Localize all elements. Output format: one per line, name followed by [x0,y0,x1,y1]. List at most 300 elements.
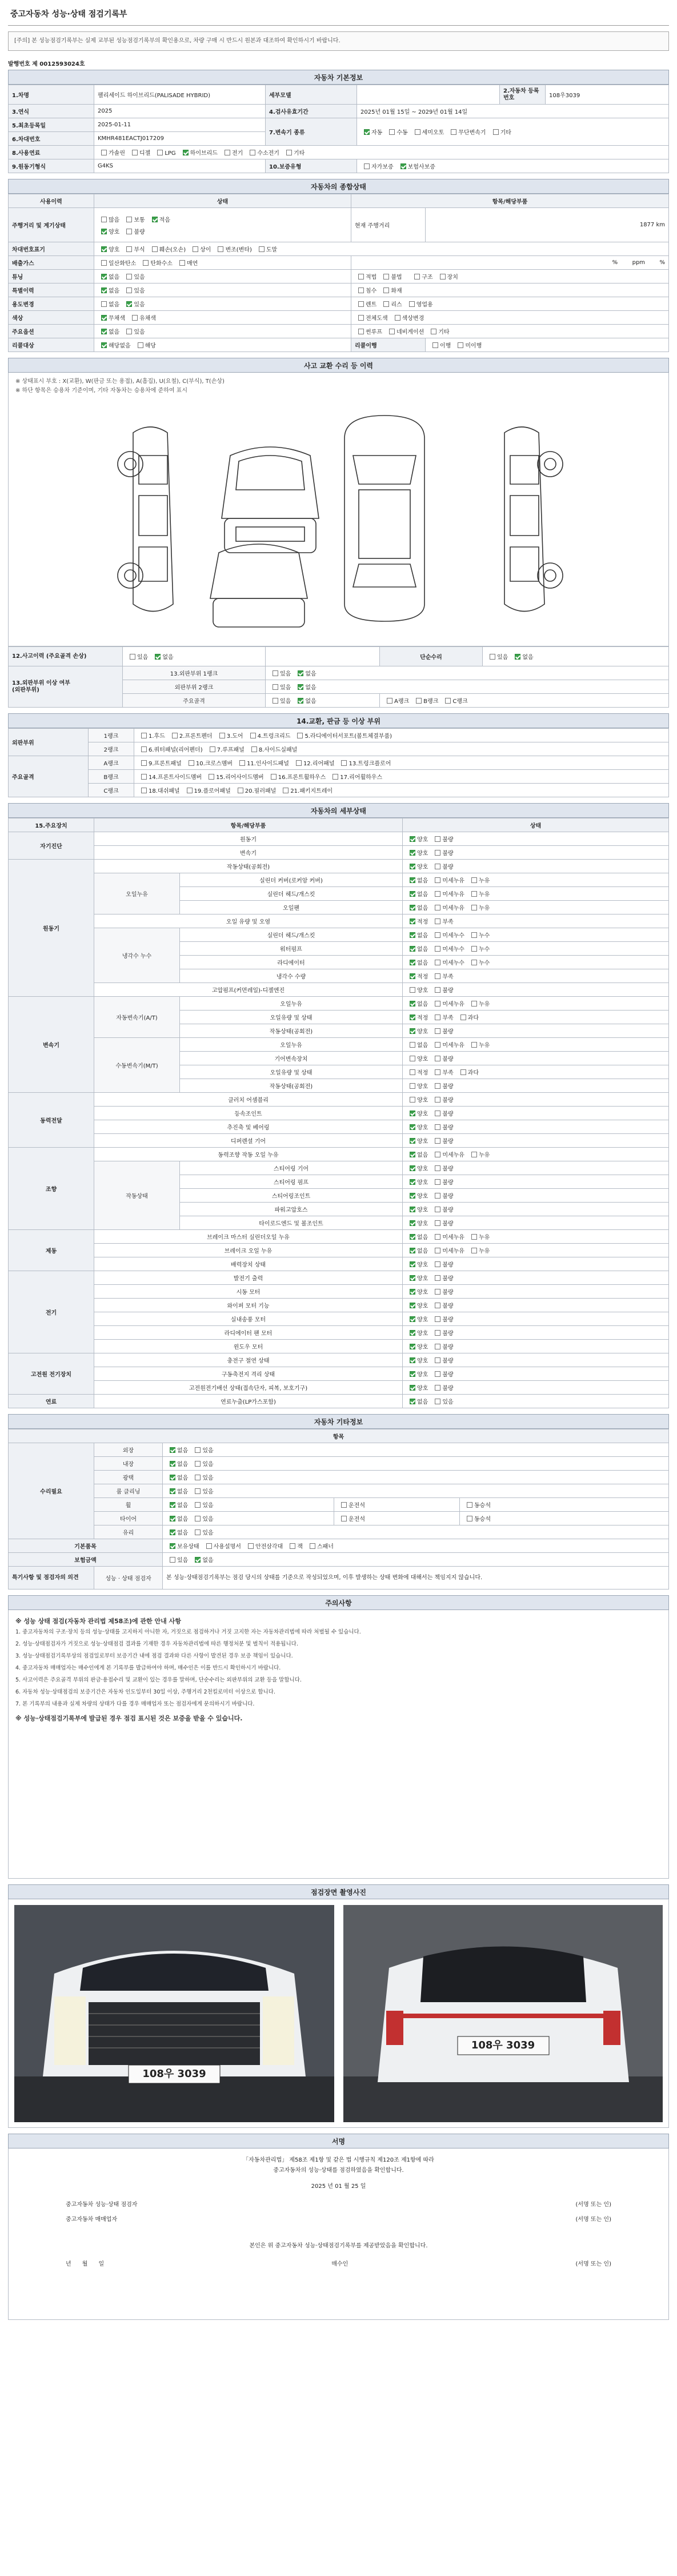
checkbox-icon[interactable] [410,877,415,883]
checkbox-icon[interactable] [410,850,415,856]
detail-option: 양호 [406,1260,428,1268]
detail-row [9,1107,669,1120]
car-rear-photo-icon [343,1905,663,2122]
checkbox-icon[interactable] [410,1042,415,1048]
checkbox-icon[interactable] [410,1344,415,1349]
checkbox-icon[interactable] [471,1042,477,1048]
detail-option: 없음 [406,930,428,939]
checkbox-icon[interactable] [410,891,415,897]
checkbox-icon[interactable] [435,932,440,938]
detail-row [9,1271,669,1285]
detail-option: 없음 [406,1397,428,1405]
checkbox-icon[interactable] [195,1516,201,1521]
detail-row [9,1244,669,1257]
checkbox-icon[interactable] [358,301,364,307]
checkbox-icon[interactable] [410,1220,415,1226]
notes-footer: ※ 성능·상태점검기록부에 발급된 경우 점검 표시된 것은 보증을 받을 수 있습니다. [15,1715,243,1722]
checkbox-icon[interactable] [210,746,215,752]
checkbox-icon[interactable] [383,287,389,293]
options-recall-done [426,338,669,352]
checkbox-icon[interactable] [333,774,338,780]
checkbox-icon[interactable] [179,260,185,266]
checkbox-icon[interactable] [193,246,198,252]
checkbox-icon[interactable] [410,1207,415,1212]
detail-item: 와이퍼 모터 기능 [94,1299,403,1312]
detail-row [9,1340,669,1353]
checkbox-icon[interactable] [410,1330,415,1336]
checkbox-icon[interactable] [189,760,194,766]
other-row [9,1512,669,1525]
checkbox-icon[interactable] [341,760,347,766]
detail-option: 양호 [406,1205,428,1213]
checkbox-icon[interactable] [435,1015,440,1020]
detail-item: 충전구 절연 상태 [94,1353,403,1367]
label-usage-change: 용도변경 [9,297,94,311]
state-option: 무단변속기 [447,127,486,136]
checkbox-icon[interactable] [410,1303,415,1308]
checkbox-icon[interactable] [410,1385,415,1391]
checkbox-icon[interactable] [101,260,107,266]
state-option: 훼손(오손) [149,245,186,253]
checkbox-icon[interactable] [170,1516,175,1521]
detail-item: 오일팬 [180,901,403,914]
checkbox-icon[interactable] [490,654,495,660]
checkbox-icon[interactable] [126,217,132,222]
detail-state [403,1148,669,1161]
options-frame-ranks [380,694,669,708]
checkbox-icon[interactable] [410,1097,415,1103]
checkbox-icon[interactable] [126,274,132,279]
detail-row [9,983,669,997]
checkbox-icon[interactable] [298,698,303,704]
checkbox-icon[interactable] [290,1543,295,1549]
checkbox-icon[interactable] [387,698,392,704]
checkbox-icon[interactable] [435,973,440,979]
car-rear-icon [210,544,307,627]
checkbox-icon[interactable] [172,733,178,738]
checkbox-icon[interactable] [435,1330,440,1336]
checkbox-icon[interactable] [183,150,189,155]
detail-option: 불량 [431,1287,453,1296]
checkbox-icon[interactable] [410,1316,415,1322]
checkbox-icon[interactable] [435,1056,440,1061]
detail-row [9,914,669,928]
checkbox-icon[interactable] [410,960,415,965]
state-option: 기타 [427,327,449,336]
checkbox-icon[interactable] [410,864,415,869]
ext-part-option: 4.트렁크리드 [247,731,291,740]
checkbox-icon[interactable] [141,788,147,793]
checkbox-icon[interactable] [170,1475,175,1480]
checkbox-icon[interactable] [132,150,138,155]
other-extra-option: 운전석 [338,1514,365,1523]
checkbox-icon[interactable] [238,788,243,793]
checkbox-icon[interactable] [283,788,289,793]
checkbox-icon[interactable] [410,1028,415,1034]
checkbox-icon[interactable] [389,129,395,135]
checkbox-icon[interactable] [435,1261,440,1267]
checkbox-icon[interactable] [101,217,107,222]
label-transmission: 7.변속기 종류 [266,118,357,146]
checkbox-icon[interactable] [271,774,277,780]
checkbox-icon[interactable] [410,1261,415,1267]
detail-option: 미세누유 [431,1040,464,1049]
general-table [8,194,669,352]
detail-option: 불량 [431,834,453,843]
detail-item: 구동축전지 격리 상태 [94,1367,403,1381]
checkbox-icon[interactable] [435,864,440,869]
other-row [9,1553,669,1567]
notes-line: 4. 중고자동차 매매업자는 매수인에게 본 기록부를 발급하여야 하며, 매수인은 이를 반드시 확인하시기 바랍니다. [15,1665,281,1671]
label-special: 특별이력 [9,283,94,297]
document-title: 중고자동차 성능·상태 점검기록부 [8,5,669,26]
checkbox-icon[interactable] [143,260,149,266]
checkbox-icon[interactable] [298,684,303,690]
checkbox-icon[interactable] [195,1475,201,1480]
state-option: 리스 [380,299,402,308]
detail-state [403,1134,669,1148]
checkbox-icon[interactable] [170,1461,175,1467]
checkbox-icon[interactable] [298,670,303,676]
checkbox-icon[interactable] [358,329,364,334]
checkbox-icon[interactable] [414,274,420,279]
checkbox-icon[interactable] [170,1557,175,1563]
checkbox-icon[interactable] [435,877,440,883]
checkbox-icon[interactable] [250,733,256,738]
checkbox-icon[interactable] [101,150,107,155]
checkbox-icon[interactable] [141,774,147,780]
state-option: 무채색 [98,313,125,322]
checkbox-icon[interactable] [435,905,440,910]
checkbox-icon[interactable] [206,1543,212,1549]
state-option: 있음 [486,652,508,661]
checkbox-icon[interactable] [432,342,438,348]
checkbox-icon[interactable] [341,1516,347,1521]
checkbox-icon[interactable] [435,918,440,924]
checkbox-icon[interactable] [383,274,389,279]
sign-dealer: 중고자동차 매매업자 [66,2216,118,2223]
checkbox-icon[interactable] [493,129,499,135]
checkbox-icon[interactable] [101,274,107,279]
checkbox-icon[interactable] [130,654,135,660]
checkbox-icon[interactable] [435,960,440,965]
checkbox-icon[interactable] [471,1234,477,1240]
checkbox-icon[interactable] [435,1083,440,1089]
checkbox-icon[interactable] [467,1502,472,1508]
checkbox-icon[interactable] [101,329,107,334]
checkbox-icon[interactable] [471,946,477,952]
checkbox-icon[interactable] [471,905,477,910]
checkbox-icon[interactable] [435,1138,440,1144]
state-option: 없음 [294,669,316,677]
checkbox-icon[interactable] [410,973,415,979]
checkbox-icon[interactable] [410,1001,415,1007]
checkbox-icon[interactable] [101,301,107,307]
checkbox-icon[interactable] [225,150,230,155]
checkbox-icon[interactable] [101,246,107,252]
car-front-icon [222,447,319,553]
checkbox-icon[interactable] [435,1344,440,1349]
checkbox-icon[interactable] [458,342,463,348]
checkbox-icon[interactable] [410,932,415,938]
detail-option: 과다 [457,1013,479,1021]
checkbox-icon[interactable] [209,774,214,780]
detail-state [403,969,669,983]
checkbox-icon[interactable] [445,698,451,704]
checkbox-icon[interactable] [195,1502,201,1508]
checkbox-icon[interactable] [341,1502,347,1508]
checkbox-icon[interactable] [435,987,440,993]
checkbox-icon[interactable] [126,246,132,252]
checkbox-icon[interactable] [471,1248,477,1253]
checkbox-icon[interactable] [410,1357,415,1363]
detail-option: 양호 [406,848,428,857]
checkbox-icon[interactable] [395,315,400,321]
checkbox-icon[interactable] [435,1303,440,1308]
detail-option: 양호 [406,1136,428,1145]
checkbox-icon[interactable] [410,1152,415,1157]
checkbox-icon[interactable] [410,836,415,842]
checkbox-icon[interactable] [435,1220,440,1226]
checkbox-icon[interactable] [435,1097,440,1103]
checkbox-icon[interactable] [157,150,163,155]
other-option: 보유상태 [166,1541,199,1550]
checkbox-icon[interactable] [195,1461,201,1467]
label-recall-done: 리콜이행 [351,338,426,352]
checkbox-icon[interactable] [460,1069,466,1075]
checkbox-icon[interactable] [126,287,132,293]
other-option: 없음 [166,1514,188,1523]
detail-item: 타이로드엔드 및 볼조인트 [180,1216,403,1230]
checkbox-icon[interactable] [410,905,415,910]
opinion-row [9,1567,669,1589]
checkbox-icon[interactable] [410,1015,415,1020]
checkbox-icon[interactable] [170,1488,175,1494]
detail-option: 미세누수 [431,930,464,939]
rank-option: A랭크 [383,696,409,705]
checkbox-icon[interactable] [435,1371,440,1377]
checkbox-icon[interactable] [152,217,158,222]
checkbox-icon[interactable] [101,287,107,293]
detail-option: 양호 [406,1123,428,1131]
checkbox-icon[interactable] [251,746,257,752]
checkbox-icon[interactable] [195,1557,201,1563]
checkbox-icon[interactable] [410,1069,415,1075]
checkbox-icon[interactable] [410,1056,415,1061]
checkbox-icon[interactable] [286,150,292,155]
detail-option: 양호 [406,1095,428,1104]
detail-option: 양호 [406,1027,428,1035]
checkbox-icon[interactable] [187,788,193,793]
checkbox-icon[interactable] [358,315,364,321]
checkbox-icon[interactable] [410,1399,415,1404]
checkbox-icon[interactable] [170,1529,175,1535]
sign-receive: 본인은 위 중고자동차 성능·상태점검기록부를 제공받았음을 확인합니다. [249,2243,428,2249]
checkbox-icon[interactable] [195,1447,201,1453]
checkbox-icon[interactable] [273,684,278,690]
checkbox-icon[interactable] [126,301,132,307]
checkbox-icon[interactable] [471,1001,477,1007]
plate-front: 108우 3039 [142,2068,206,2080]
checkbox-icon[interactable] [410,1138,415,1144]
checkbox-icon[interactable] [435,1248,440,1253]
checkbox-icon[interactable] [435,1028,440,1034]
checkbox-icon[interactable] [515,654,520,660]
checkbox-icon[interactable] [389,329,395,334]
sign-inspector: 중고자동차 성능·상태 점검자 [66,2202,138,2208]
detail-option: 양호 [406,1219,428,1227]
checkbox-icon[interactable] [155,654,161,660]
checkbox-icon[interactable] [435,1275,440,1281]
checkbox-icon[interactable] [410,946,415,952]
checkbox-icon[interactable] [219,733,225,738]
checkbox-icon[interactable] [435,836,440,842]
checkbox-icon[interactable] [416,698,422,704]
checkbox-icon[interactable] [451,129,456,135]
detail-option: 미세누유 [431,1232,464,1241]
checkbox-icon[interactable] [170,1543,175,1549]
detail-option: 불량 [431,1342,453,1351]
checkbox-icon[interactable] [435,1124,440,1130]
detail-item: 워터펌프 [180,942,403,956]
checkbox-icon[interactable] [410,1111,415,1116]
checkbox-icon[interactable] [471,891,477,897]
checkbox-icon[interactable] [460,1015,466,1020]
checkbox-icon[interactable] [435,1357,440,1363]
checkbox-icon[interactable] [141,746,147,752]
checkbox-icon[interactable] [435,946,440,952]
checkbox-icon[interactable] [101,229,107,234]
ext-part-row [9,742,669,756]
checkbox-icon[interactable] [410,1248,415,1253]
checkbox-icon[interactable] [410,1371,415,1377]
checkbox-icon[interactable] [410,1193,415,1199]
checkbox-icon[interactable] [435,1042,440,1048]
other-row [9,1498,669,1512]
checkbox-icon[interactable] [435,1111,440,1116]
state-option: 이행 [429,341,451,349]
checkbox-icon[interactable] [440,274,446,279]
checkbox-icon[interactable] [132,315,138,321]
checkbox-icon[interactable] [471,960,477,965]
value-engine-type: G4KS [94,159,266,173]
checkbox-icon[interactable] [141,760,147,766]
checkbox-icon[interactable] [410,1275,415,1281]
checkbox-icon[interactable] [358,287,364,293]
checkbox-icon[interactable] [435,1385,440,1391]
checkbox-icon[interactable] [358,274,364,279]
options-color [94,311,351,325]
checkbox-icon[interactable] [126,329,132,334]
checkbox-icon[interactable] [435,1069,440,1075]
checkbox-icon[interactable] [364,129,370,135]
checkbox-icon[interactable] [435,1193,440,1199]
checkbox-icon[interactable] [273,698,278,704]
checkbox-icon[interactable] [410,1124,415,1130]
checkbox-icon[interactable] [101,342,107,348]
checkbox-icon[interactable] [435,891,440,897]
color-sub [351,311,669,325]
checkbox-icon[interactable] [195,1488,201,1494]
other-state [163,1525,669,1539]
checkbox-icon[interactable] [471,932,477,938]
checkbox-icon[interactable] [296,760,302,766]
checkbox-icon[interactable] [471,1152,477,1157]
car-right-side-icon [504,427,563,612]
checkbox-icon[interactable] [410,1234,415,1240]
state-option: 수동 [386,127,407,136]
checkbox-icon[interactable] [250,150,255,155]
detail-option: 부족 [431,1068,453,1076]
checkbox-icon[interactable] [364,163,370,169]
checkbox-icon[interactable] [152,246,158,252]
checkbox-icon[interactable] [435,1179,440,1185]
checkbox-icon[interactable] [410,918,415,924]
checkbox-icon[interactable] [218,246,223,252]
frame-part-option: 19.플로어패널 [183,786,231,794]
checkbox-icon[interactable] [435,1152,440,1157]
checkbox-icon[interactable] [435,1207,440,1212]
photo-rear [343,1905,663,2122]
notes-line: 2. 성능·상태점검자가 거짓으로 성능·상태점검 결과를 기재한 경우 자동차관리법에 따른 행정처분 및 벌칙이 적용됩니다. [15,1641,298,1647]
detail-state [403,956,669,969]
detail-option: 부족 [431,1013,453,1021]
section-header-parts: 14.교환, 판금 등 이상 부위 [8,713,669,728]
detail-state [403,1353,669,1367]
checkbox-icon[interactable] [415,129,420,135]
checkbox-icon[interactable] [383,301,389,307]
checkbox-icon[interactable] [435,1399,440,1404]
checkbox-icon[interactable] [410,1289,415,1295]
checkbox-icon[interactable] [239,760,245,766]
checkbox-icon[interactable] [431,329,436,334]
checkbox-icon[interactable] [170,1502,175,1508]
checkbox-icon[interactable] [471,877,477,883]
checkbox-icon[interactable] [410,987,415,993]
checkbox-icon[interactable] [409,301,415,307]
checkbox-icon[interactable] [435,1289,440,1295]
checkbox-icon[interactable] [400,163,406,169]
checkbox-icon[interactable] [435,850,440,856]
checkbox-icon[interactable] [141,733,147,738]
detail-item: 오일유량 및 상태 [180,1011,403,1024]
checkbox-icon[interactable] [310,1543,315,1549]
checkbox-icon[interactable] [248,1543,254,1549]
checkbox-icon[interactable] [297,733,303,738]
checkbox-icon[interactable] [273,670,278,676]
checkbox-icon[interactable] [467,1516,472,1521]
checkbox-icon[interactable] [435,1001,440,1007]
checkbox-icon[interactable] [170,1447,175,1453]
checkbox-icon[interactable] [435,1316,440,1322]
checkbox-icon[interactable] [410,1165,415,1171]
checkbox-icon[interactable] [126,229,132,234]
checkbox-icon[interactable] [101,315,107,321]
checkbox-icon[interactable] [410,1179,415,1185]
checkbox-icon[interactable] [195,1529,201,1535]
detail-subgroup: 작동상태 [94,1161,180,1230]
checkbox-icon[interactable] [259,246,265,252]
checkbox-icon[interactable] [435,1234,440,1240]
detail-subgroup: 수동변속기(M/T) [94,1038,180,1093]
checkbox-icon[interactable] [435,1165,440,1171]
label-recall: 리콜대상 [9,338,94,352]
detail-state [403,1161,669,1175]
other-item: 기본품목 [9,1539,163,1553]
section-header-photos: 점검장면 촬영사진 [8,1884,669,1899]
checkbox-icon[interactable] [410,1083,415,1089]
checkbox-icon[interactable] [138,342,143,348]
